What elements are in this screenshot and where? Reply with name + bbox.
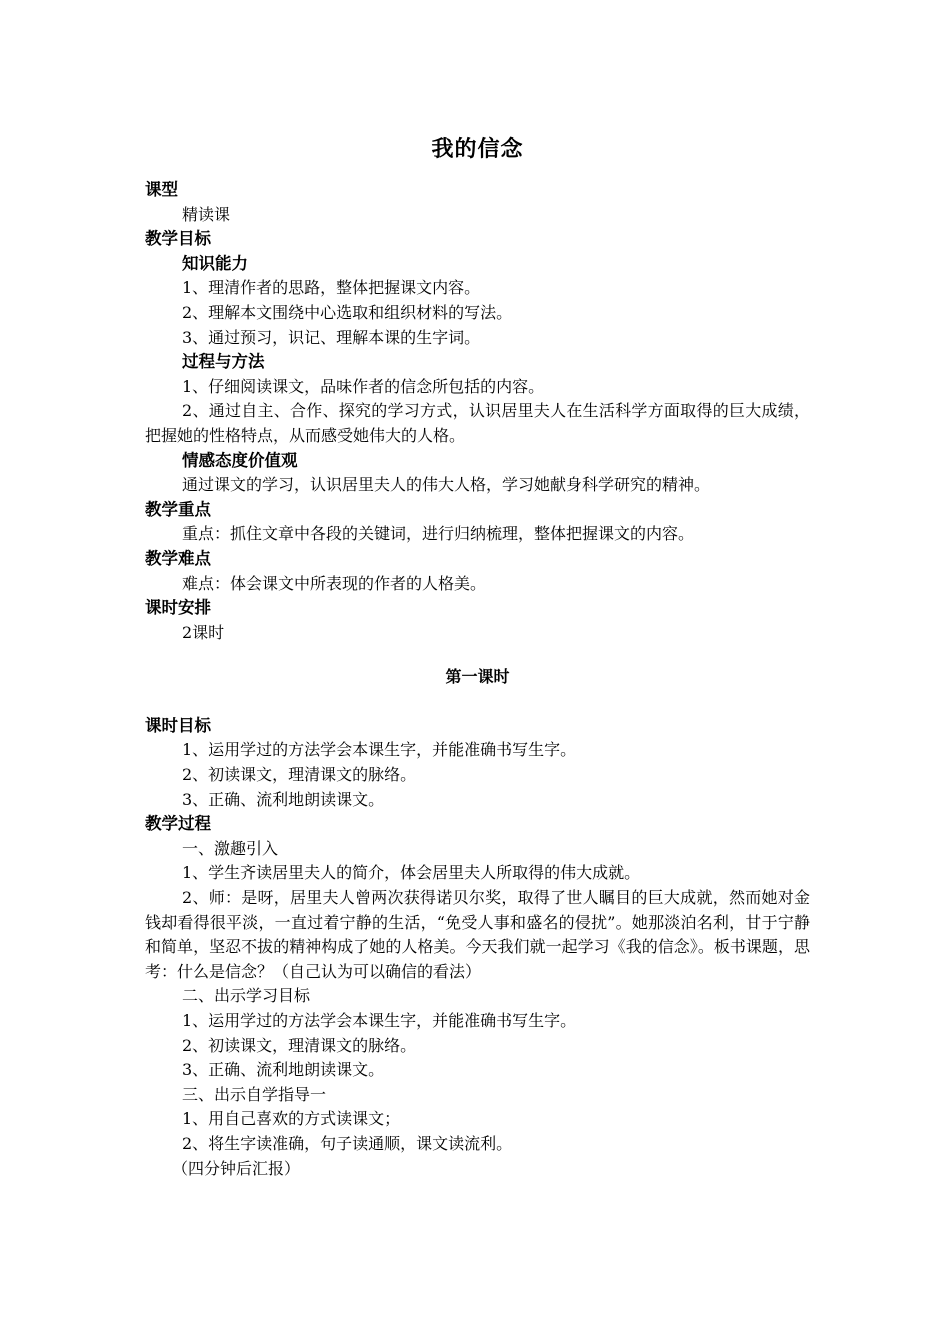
lesson-goal-item: 1、运用学过的方法学会本课生字，并能准确书写生字。 — [182, 740, 577, 760]
difficulties-text: 难点：体会课文中所表现的作者的人格美。 — [182, 573, 487, 593]
knowledge-item: 2、理解本文围绕中心选取和组织材料的写法。 — [182, 302, 513, 322]
heading-teaching-process: 教学过程 — [145, 814, 211, 834]
heading-key-points: 教学重点 — [145, 499, 211, 519]
course-type-value: 精读课 — [182, 204, 231, 224]
schedule-text: 2课时 — [182, 622, 225, 642]
document-page — [145, 128, 810, 1181]
process-line: （四分钟后汇报） — [172, 1158, 301, 1178]
process-line: 2、将生字读准确，句子读通顺，课文读流利。 — [182, 1133, 513, 1153]
heading-lesson-goals: 课时目标 — [145, 715, 211, 735]
document-title: 我的信念 — [431, 137, 524, 162]
process-line: 1、学生齐读居里夫人的简介，体会居里夫人所取得的伟大成就。 — [182, 863, 641, 883]
heading-schedule: 课时安排 — [145, 598, 211, 618]
subheading-emotion: 情感态度价值观 — [182, 450, 298, 470]
lesson-title: 第一课时 — [445, 667, 510, 687]
lesson-goal-item: 2、初读课文，理清课文的脉络。 — [182, 765, 417, 785]
process-line: 2、初读课文，理清课文的脉络。 — [182, 1035, 417, 1055]
process-line: 2、师：是呀，居里夫人曾两次获得诺贝尔奖，取得了世人瞩目的巨大成就，然而她对金钱却看得很平淡，一直过着宁静的生活，“免受人事和盛名的侵扰”。她那淡泊名利，甘于宁静和简单，坚忍不拔的精神构成了她的人格美。今天我们就一起学习《我的信念》。板书课题，思考：什么是信念？（自己认为可以确信的看法） — [145, 888, 810, 981]
process-line: 一、激趣引入 — [182, 838, 279, 858]
heading-difficulties: 教学难点 — [145, 548, 211, 568]
subheading-knowledge: 知识能力 — [182, 253, 248, 273]
emotion-text: 通过课文的学习，认识居里夫人的伟大人格，学习她献身科学研究的精神。 — [182, 475, 711, 495]
process-line: 1、用自己喜欢的方式读课文； — [182, 1109, 401, 1129]
heading-objectives: 教学目标 — [145, 229, 211, 249]
lesson-goal-item: 3、正确、流利地朗读课文。 — [182, 789, 385, 809]
process-line: 二、出示学习目标 — [182, 986, 311, 1006]
process-item: 1、仔细阅读课文，品味作者的信念所包括的内容。 — [182, 376, 545, 396]
key-points-text: 重点：抓住文章中各段的关键词，进行归纳梳理，整体把握课文的内容。 — [182, 524, 695, 544]
heading-course-type: 课型 — [145, 180, 178, 199]
process-line: 3、正确、流利地朗读课文。 — [182, 1060, 385, 1080]
knowledge-item: 1、理清作者的思路，整体把握课文内容。 — [182, 278, 481, 298]
process-line: 三、出示自学指导一 — [182, 1084, 327, 1104]
subheading-process: 过程与方法 — [182, 352, 265, 372]
knowledge-item: 3、通过预习，识记、理解本课的生字词。 — [182, 327, 481, 347]
process-line: 1、运用学过的方法学会本课生字，并能准确书写生字。 — [182, 1011, 577, 1030]
process-item: 2、通过自主、合作、探究的学习方式，认识居里夫人在生活科学方面取得的巨大成绩，把握她的性格特点，从而感受她伟大的人格。 — [145, 401, 810, 445]
